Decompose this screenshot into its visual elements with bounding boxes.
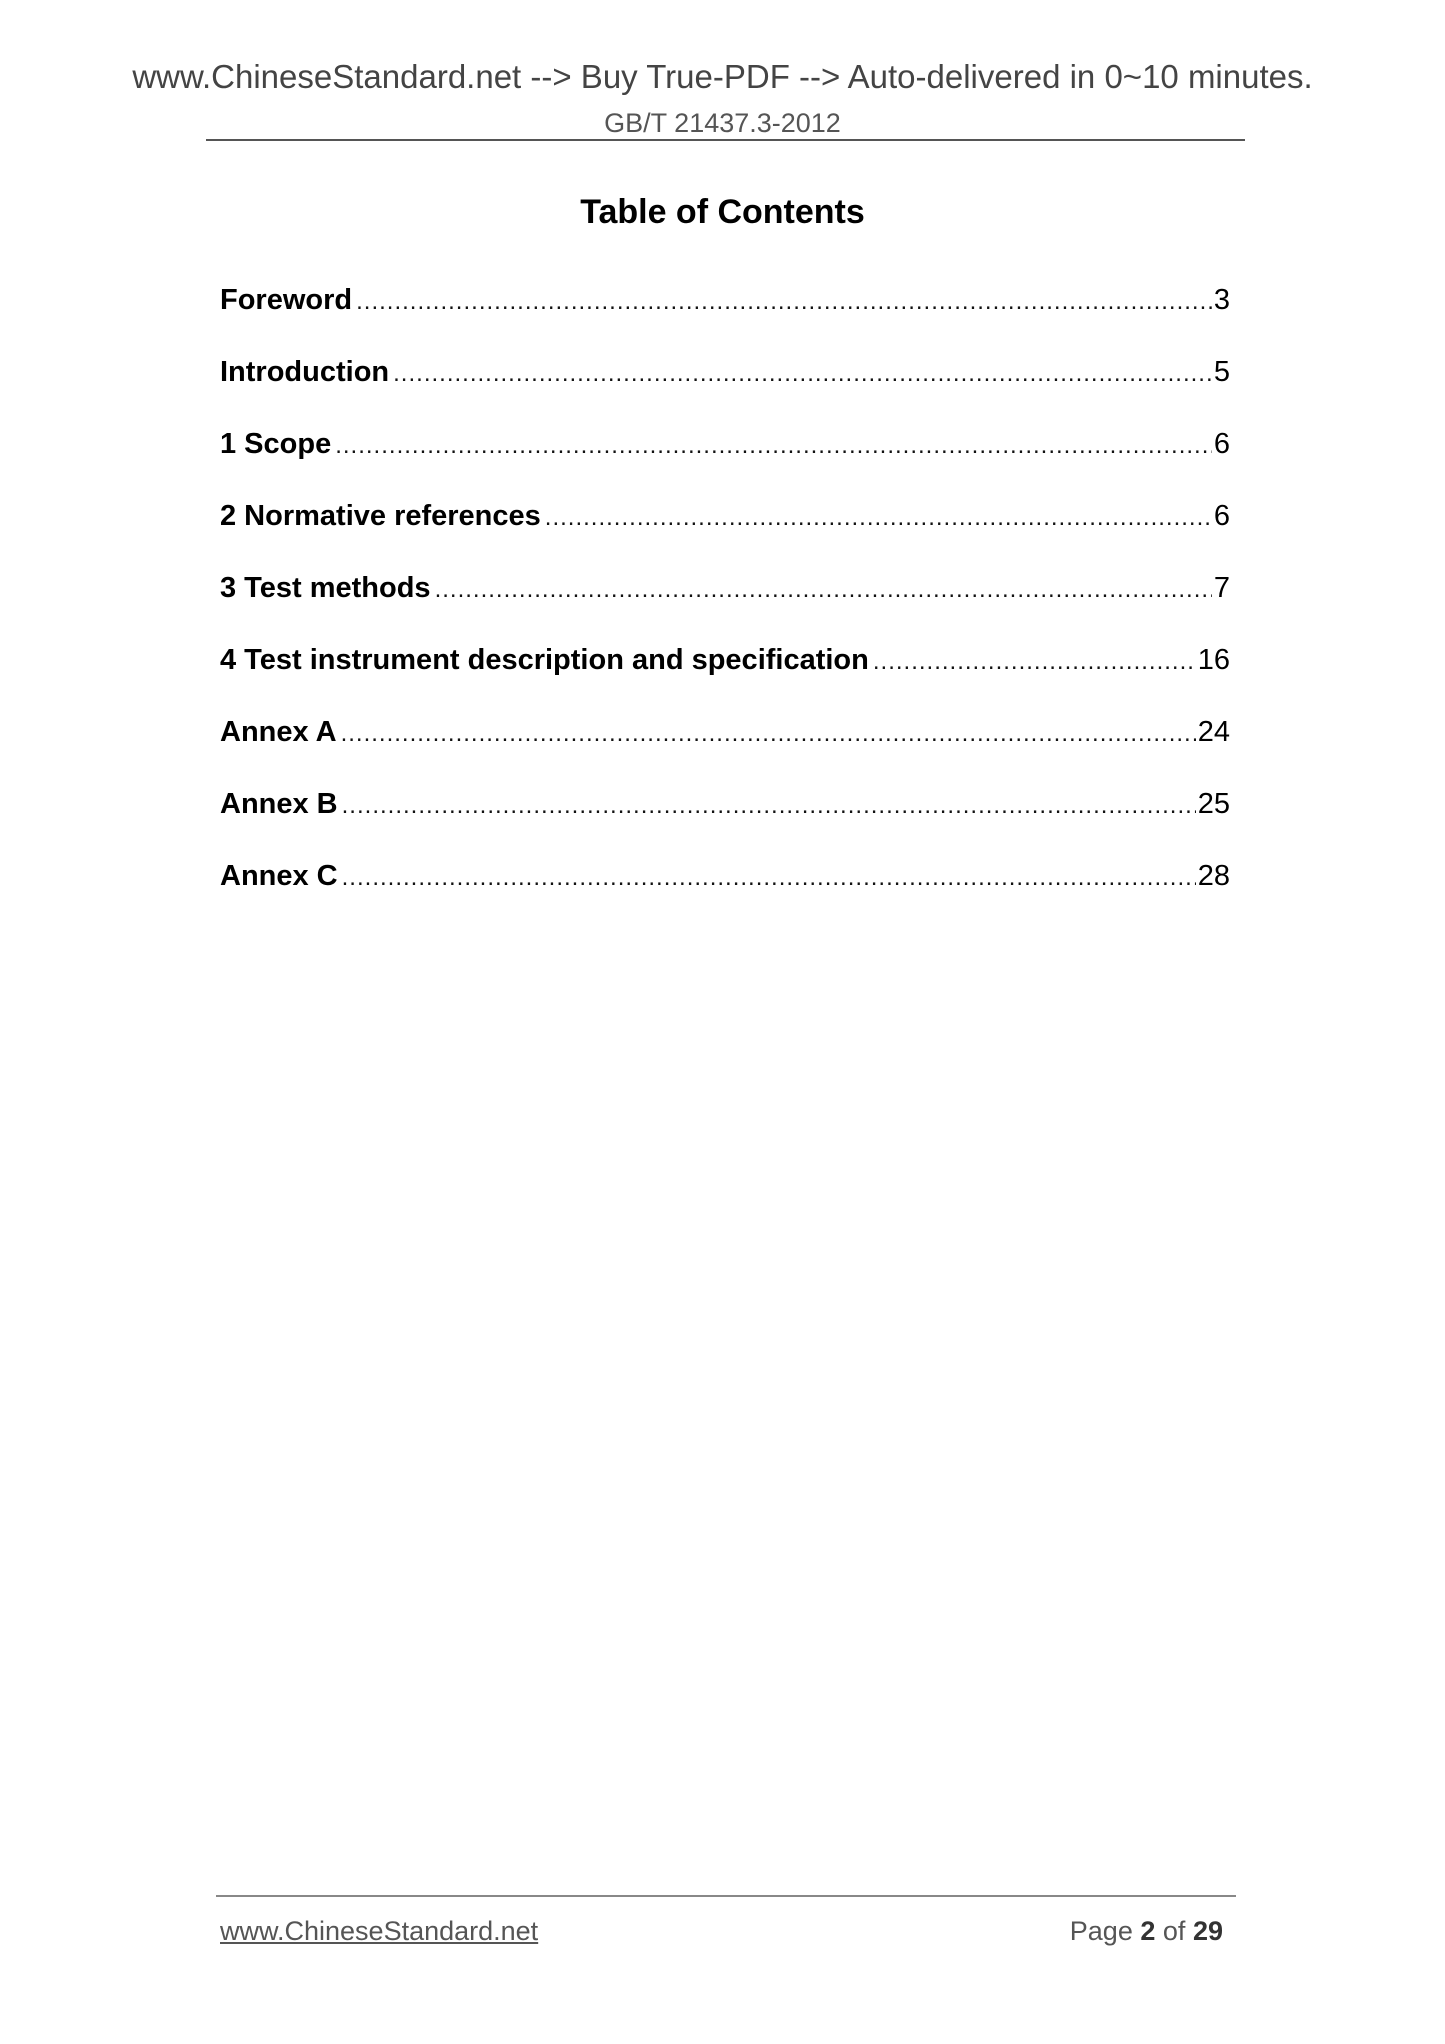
- toc-entry-normative-references[interactable]: [220, 494, 1230, 566]
- toc-entry-page: 28: [1197, 860, 1230, 892]
- toc-entry-page: 3: [1213, 284, 1230, 316]
- dot-leader: [341, 712, 1196, 756]
- toc-entry-foreword[interactable]: [220, 278, 1230, 350]
- toc-entry-page: 25: [1197, 788, 1230, 820]
- dot-leader: [435, 568, 1212, 612]
- toc-entry-annex-b[interactable]: [220, 782, 1230, 854]
- dot-leader: [545, 496, 1212, 540]
- toc-entry-annex-c[interactable]: [220, 854, 1230, 926]
- toc-entry-page: 16: [1197, 644, 1230, 676]
- toc-entry-label: Introduction: [220, 356, 390, 388]
- toc-entry-page: 6: [1213, 500, 1230, 532]
- toc-entry-introduction[interactable]: [220, 350, 1230, 422]
- dot-leader: [356, 280, 1212, 324]
- footer-divider: [216, 1895, 1236, 1897]
- document-code: GB/T 21437.3-2012: [604, 108, 841, 138]
- page-number: [1070, 1916, 1223, 1947]
- toc-entry-page: 5: [1213, 356, 1230, 388]
- page-current: 2: [1140, 1916, 1156, 1946]
- toc-entry-label: Annex B: [220, 788, 338, 820]
- toc-entry-annex-a[interactable]: [220, 710, 1230, 782]
- footer-site-link[interactable]: www.ChineseStandard.net: [220, 1916, 539, 1946]
- toc-entry-label: 1 Scope: [220, 428, 332, 460]
- toc-entry-test-instrument[interactable]: [220, 638, 1230, 710]
- toc-entry-scope[interactable]: [220, 422, 1230, 494]
- toc-entry-label: Annex C: [220, 860, 338, 892]
- toc-entry-label: 4 Test instrument description and specification: [220, 644, 869, 676]
- toc-entry-label: 2 Normative references: [220, 500, 541, 532]
- dot-leader: [335, 424, 1212, 468]
- header-banner: www.ChineseStandard.net --> Buy True-PDF --> Auto-delivered in 0~10 minutes.: [132, 58, 1313, 95]
- toc-entry-page: 7: [1213, 572, 1230, 604]
- toc-entry-label: Annex A: [220, 716, 337, 748]
- dot-leader: [342, 856, 1196, 900]
- toc-entry-page: 6: [1213, 428, 1230, 460]
- dot-leader: [393, 352, 1212, 396]
- page-of: of: [1162, 1916, 1186, 1946]
- page-total: 29: [1192, 1916, 1223, 1946]
- dot-leader: [342, 784, 1196, 828]
- toc-entry-test-methods[interactable]: [220, 566, 1230, 638]
- toc-title: Table of Contents: [580, 193, 865, 231]
- toc-entry-label: 3 Test methods: [220, 572, 431, 604]
- header-divider: [206, 139, 1245, 141]
- toc-entry-label: Foreword: [220, 284, 353, 316]
- page-prefix: Page: [1069, 1916, 1133, 1946]
- dot-leader: [873, 640, 1196, 684]
- table-of-contents: [220, 278, 1230, 926]
- toc-entry-page: 24: [1197, 716, 1230, 748]
